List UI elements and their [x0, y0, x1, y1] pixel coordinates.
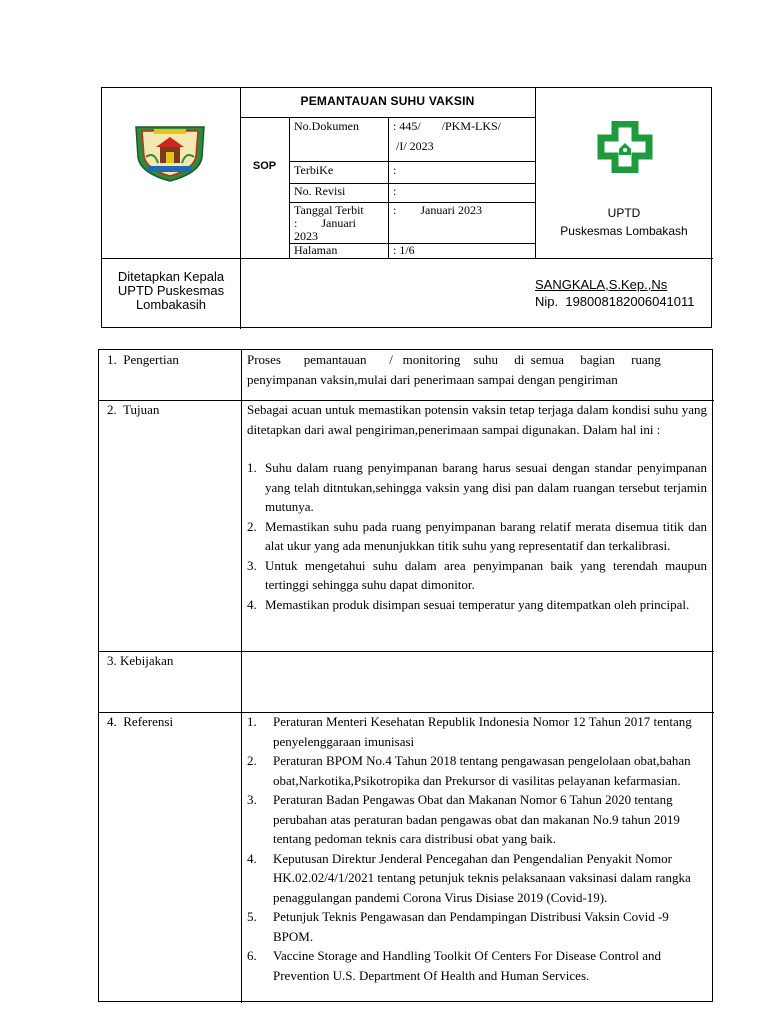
list-item-number: 1. — [247, 460, 257, 475]
section-label-kebijakan: 3. Kebijakan — [107, 653, 174, 668]
list-item-text: Peraturan Badan Pengawas Obat dan Makanan Nomor 6 Tahun 2020 tentang perubahan atas peraturan badan pengawas obat dan makanan No.9 tahun 2019 tentang pedoman teknis cara distribusi obat yang baik. — [273, 792, 680, 846]
signer-name: SANGKALA,S.Kep.,Ns — [535, 277, 668, 292]
ditetapkan-line3: Lombakasih — [135, 297, 207, 312]
section-label-tujuan: 2. Tujuan — [107, 402, 160, 417]
list-item — [247, 907, 707, 946]
list-item-number: 2. — [247, 753, 257, 768]
section-label-referensi: 4. Referensi — [107, 714, 174, 729]
list-item — [247, 751, 707, 790]
list-item — [247, 595, 707, 615]
field-value-tanggal-terbit: : Januari 2023 — [393, 203, 482, 217]
sop-header-table — [101, 87, 712, 328]
list-item — [247, 556, 707, 595]
list-item-text: Keputusan Direktur Jenderal Pencegahan dan Pengendalian Penyakit Nomor HK.02.02/4/1/2021 tentang petunjuk teknis pelaksanaan vaksinasi dalam rangka penaggulangan pandemi Corona Virus Disiase 2019 (Covid-19). — [273, 850, 691, 905]
pengertian-line1: Proses pemantauan / monitoring suhu di semua bagian ruang — [247, 352, 661, 367]
ditetapkan-line1: Ditetapkan Kepala — [117, 269, 225, 284]
org-name-line1: UPTD — [607, 206, 641, 220]
section-label-pengertian: 1. Pengertian — [107, 352, 179, 367]
sop-content-table — [98, 349, 713, 1002]
list-item-text: Memastikan produk disimpan sesuai temperatur yang ditempatkan oleh principal. — [265, 596, 690, 612]
list-item-number: 1. — [247, 714, 257, 729]
list-item — [247, 712, 707, 751]
list-item-number: 5. — [247, 909, 257, 924]
field-label-halaman: Halaman — [294, 243, 338, 257]
list-item-text: Memastikan suhu pada ruang penyimpanan barang relatif merata disemua titik dan alat ukur yang ada menunjukkan titik suhu yang representatif dan terkalibrasi. — [265, 518, 707, 553]
field-value-halaman: : 1/6 — [393, 243, 415, 257]
list-item-number: 3. — [247, 557, 257, 573]
referensi-list — [247, 712, 707, 985]
tujuan-list — [247, 458, 707, 614]
list-item-text: Vaccine Storage and Handling Toolkit Of Centers For Disease Control and Prevention U.S. Department Of Health and Human Services. — [273, 948, 662, 983]
list-item-number: 2. — [247, 518, 257, 534]
tujuan-intro: Sebagai acuan untuk memastikan potensin vaksin tetap terjaga dalam kondisi suhu yang ditetapkan dari awal pengiriman,penerimaan sampai digunakan. Dalam hal ini : — [247, 402, 707, 437]
health-cross-logo — [589, 121, 661, 173]
sop-label: SOP — [252, 160, 277, 172]
field-label-tanggal-terbit-line3: 2023 — [294, 229, 318, 243]
list-item — [247, 458, 707, 517]
list-item-text: Petunjuk Teknis Pengawasan dan Pendampingan Distribusi Vaksin Covid -9 BPOM. — [273, 909, 669, 944]
list-item-number: 4. — [247, 596, 257, 612]
list-item-text: Untuk mengetahui suhu dalam area penyimpanan baik yang terendah maupun tertinggi sehingga suhu dapat dimonitor. — [265, 557, 707, 592]
list-item-text: Suhu dalam ruang penyimpanan barang harus sesuai dengan standar penyimpanan yang telah ditntukan,sehingga vaksin yang disi pan dalam ruangan tersebut terjamin mutunya. — [265, 460, 707, 514]
list-item-text: Peraturan Menteri Kesehatan Republik Indonesia Nomor 12 Tahun 2017 tentang penyelenggaraan imunisasi — [273, 714, 692, 749]
list-item-number: 6. — [247, 948, 257, 963]
field-value-terbit-ke: : — [393, 163, 397, 177]
list-item — [247, 849, 707, 908]
regional-emblem-logo — [130, 121, 210, 183]
list-item — [247, 517, 707, 556]
list-item — [247, 946, 707, 985]
list-item-text: Peraturan BPOM No.4 Tahun 2018 tentang pengawasan pengelolaan obat,bahan obat,Narkotika,Psikotropika dan Prekursor di vasilitas pelayanan kefarmasian. — [273, 753, 691, 788]
org-name-line2: Puskesmas Lombakash — [560, 224, 688, 238]
field-value-no-dokumen: : 445/ /PKM-LKS/ — [393, 119, 502, 133]
list-item-number: 4. — [247, 850, 257, 866]
field-label-tanggal-terbit: Tanggal Terbit — [294, 203, 364, 217]
field-value-no-revisi: : — [393, 184, 397, 198]
list-item-number: 3. — [247, 792, 257, 807]
page-title: PEMANTAUAN SUHU VAKSIN — [300, 94, 475, 108]
field-label-tanggal-terbit-line2: : Januari — [294, 216, 356, 230]
field-label-terbit-ke: TerbiKe — [294, 163, 334, 177]
signer-nip: Nip. 198008182006041011 — [535, 294, 695, 309]
list-item — [247, 790, 707, 849]
field-label-no-revisi: No. Revisi — [294, 184, 346, 198]
ditetapkan-line2: UPTD Puskesmas — [117, 283, 225, 298]
field-value-no-dokumen-line2: /I/ 2023 — [396, 139, 434, 153]
field-label-no-dokumen: No.Dokumen — [294, 119, 359, 133]
pengertian-line2: penyimpanan vaksin,mulai dari penerimaan sampai dengan pengiriman — [247, 372, 618, 387]
